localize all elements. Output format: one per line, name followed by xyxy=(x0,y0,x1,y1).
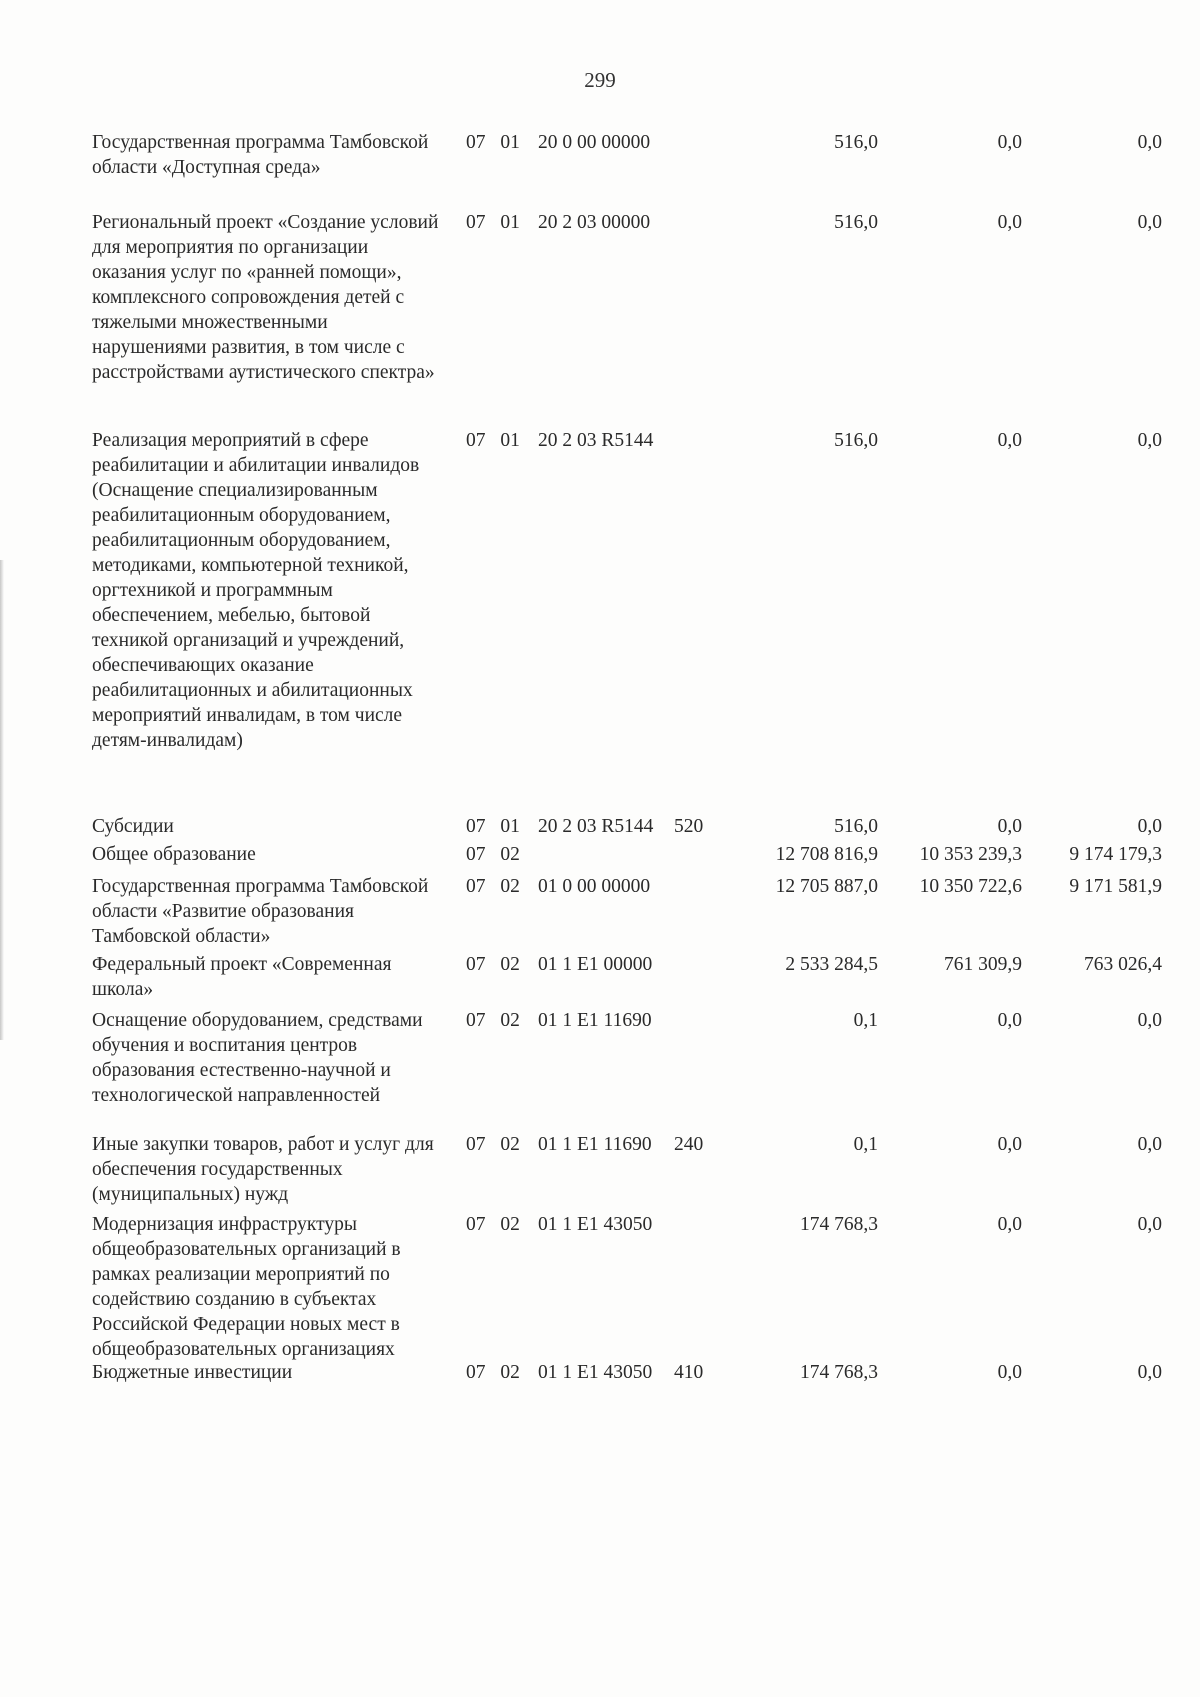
table-row xyxy=(92,1008,1162,1108)
row-amount-year1: 12 708 816,9 xyxy=(775,844,878,865)
row-amount-year1: 12 705 887,0 xyxy=(775,876,878,897)
row-amount-year3: 9 174 179,3 xyxy=(1069,844,1162,865)
row-amount-year3: 0,0 xyxy=(1137,1362,1162,1383)
row-name: Оснащение оборудованием, средствами обучения и воспитания центров образования естественно-научной и технологической направленностей xyxy=(92,1010,423,1106)
row-amount-year3: 0,0 xyxy=(1137,430,1162,451)
row-section-code: 07 02 xyxy=(466,844,520,865)
row-name: Модернизация инфраструктуры общеобразовательных организаций в рамках реализации мероприятий по содействию созданию в субъектах Российской Федерации новых мест в общеобразовательных организациях xyxy=(92,1214,401,1360)
row-section-code: 07 01 xyxy=(466,212,520,233)
row-amount-year3: 0,0 xyxy=(1137,1214,1162,1235)
row-target-code: 01 1 E1 11690 xyxy=(538,1134,652,1155)
row-target-code: 20 0 00 00000 xyxy=(538,132,651,153)
row-section-code: 07 01 xyxy=(466,430,520,451)
row-expense-type-code: 240 xyxy=(674,1134,704,1155)
row-section-code: 07 02 xyxy=(466,1214,520,1235)
table-row xyxy=(92,210,1162,385)
table-row xyxy=(92,842,1162,867)
row-target-code: 20 2 03 R5144 xyxy=(538,430,654,451)
row-amount-year3: 0,0 xyxy=(1137,1134,1162,1155)
row-amount-year2: 761 309,9 xyxy=(944,954,1022,975)
row-name: Общее образование xyxy=(92,844,256,865)
row-amount-year2: 0,0 xyxy=(997,1010,1022,1031)
table-row xyxy=(92,952,1162,1002)
row-section-code: 07 02 xyxy=(466,1010,520,1031)
row-section-code: 07 02 xyxy=(466,954,520,975)
row-expense-type-code: 410 xyxy=(674,1362,704,1383)
row-amount-year1: 516,0 xyxy=(834,212,878,233)
row-amount-year3: 763 026,4 xyxy=(1084,954,1162,975)
row-expense-type-code: 520 xyxy=(674,816,704,837)
row-amount-year2: 0,0 xyxy=(997,430,1022,451)
row-target-code: 01 1 E1 43050 xyxy=(538,1214,653,1235)
row-target-code: 01 1 E1 00000 xyxy=(538,954,653,975)
row-section-code: 07 02 xyxy=(466,1134,520,1155)
row-target-code: 20 2 03 00000 xyxy=(538,212,651,233)
row-amount-year2: 10 350 722,6 xyxy=(919,876,1022,897)
row-amount-year1: 516,0 xyxy=(834,816,878,837)
row-amount-year2: 0,0 xyxy=(997,1214,1022,1235)
row-amount-year2: 0,0 xyxy=(997,1362,1022,1383)
row-name: Субсидии xyxy=(92,816,174,837)
row-amount-year2: 0,0 xyxy=(997,212,1022,233)
row-name: Реализация мероприятий в сфере реабилитации и абилитации инвалидов (Оснащение специализированным реабилитационным оборудованием, реабилитационным оборудованием, методиками, компьютерной техникой, оргтехникой и программным обеспечением, мебелью, бытовой техникой организаций и учреждений, обеспечивающих оказание реабилитационных и абилитационных мероприятий инвалидам, в том числе детям-инвалидам) xyxy=(92,430,420,751)
table-row xyxy=(92,428,1162,753)
table-row xyxy=(92,1132,1162,1207)
row-amount-year1: 516,0 xyxy=(834,430,878,451)
row-amount-year1: 0,1 xyxy=(853,1010,878,1031)
row-amount-year3: 0,0 xyxy=(1137,212,1162,233)
table-row xyxy=(92,814,1162,839)
row-name: Региональный проект «Создание условий для мероприятия по организации оказания услуг по «ранней помощи», комплексного сопровождения детей с тяжелыми множественными нарушениями развития, в том числе с расстройствами аутистического спектра» xyxy=(92,212,439,383)
table-row xyxy=(92,1360,1162,1385)
row-amount-year2: 0,0 xyxy=(997,132,1022,153)
row-amount-year1: 2 533 284,5 xyxy=(785,954,878,975)
row-name: Государственная программа Тамбовской области «Доступная среда» xyxy=(92,132,429,178)
row-amount-year1: 516,0 xyxy=(834,132,878,153)
row-section-code: 07 02 xyxy=(466,1362,520,1383)
table-row xyxy=(92,130,1162,180)
table-row xyxy=(92,1212,1162,1362)
row-amount-year2: 0,0 xyxy=(997,1134,1022,1155)
row-amount-year3: 0,0 xyxy=(1137,816,1162,837)
page-number: 299 xyxy=(584,68,616,92)
row-amount-year1: 174 768,3 xyxy=(800,1214,878,1235)
row-target-code: 01 1 E1 11690 xyxy=(538,1010,652,1031)
row-name: Иные закупки товаров, работ и услуг для обеспечения государственных (муниципальных) нужд xyxy=(92,1134,434,1205)
row-section-code: 07 01 xyxy=(466,816,520,837)
row-section-code: 07 01 xyxy=(466,132,520,153)
row-name: Бюджетные инвестиции xyxy=(92,1362,293,1383)
row-name: Федеральный проект «Современная школа» xyxy=(92,954,392,1000)
scan-edge-shadow xyxy=(0,560,4,1040)
row-target-code: 01 0 00 00000 xyxy=(538,876,651,897)
row-amount-year2: 10 353 239,3 xyxy=(919,844,1022,865)
row-section-code: 07 02 xyxy=(466,876,520,897)
row-name: Государственная программа Тамбовской области «Развитие образования Тамбовской области» xyxy=(92,876,429,947)
row-target-code: 20 2 03 R5144 xyxy=(538,816,654,837)
row-amount-year2: 0,0 xyxy=(997,816,1022,837)
row-amount-year3: 9 171 581,9 xyxy=(1069,876,1162,897)
row-target-code: 01 1 E1 43050 xyxy=(538,1362,653,1383)
row-amount-year3: 0,0 xyxy=(1137,1010,1162,1031)
table-row xyxy=(92,874,1162,949)
row-amount-year1: 174 768,3 xyxy=(800,1362,878,1383)
row-amount-year3: 0,0 xyxy=(1137,132,1162,153)
row-amount-year1: 0,1 xyxy=(853,1134,878,1155)
